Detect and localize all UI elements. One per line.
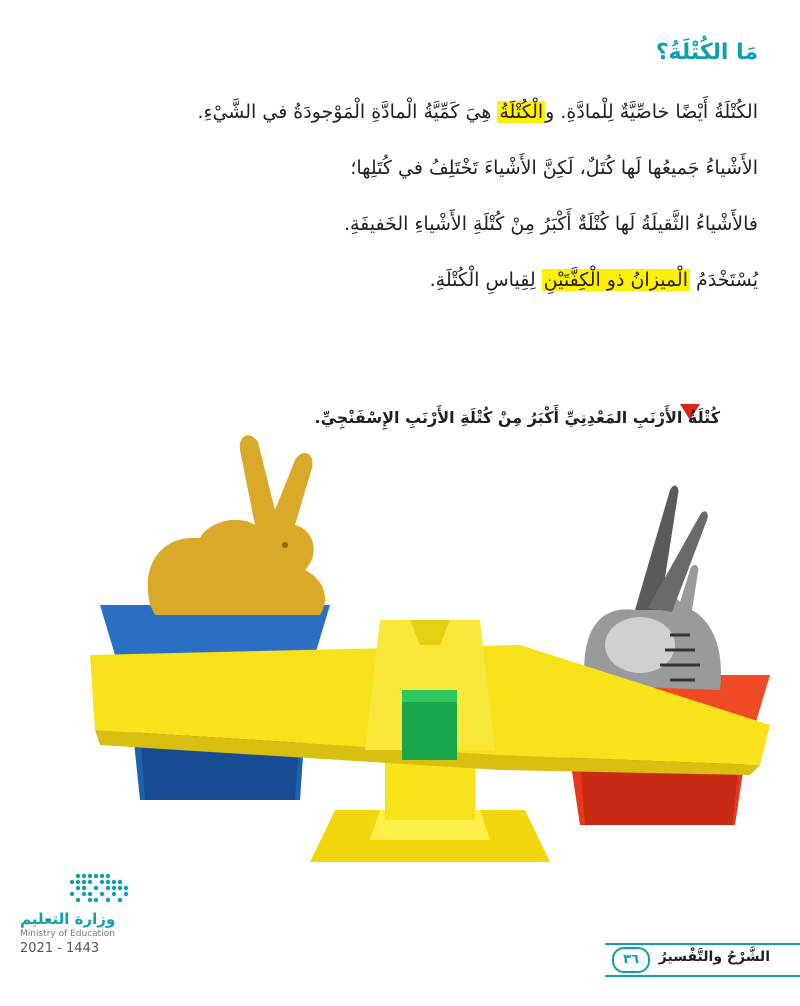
- paragraph-line-3: فالأَشْياءُ الثَّقيلَةُ لَها كُتْلَةٌ أَكْبَرُ مِنْ كُتْلَةِ الأَشْياءِ الخَفيفَةِ.: [343, 213, 758, 235]
- text-segment: هِيَ كَمِّيَّةُ الْمادَّةِ الْمَوْجودَةُ في الشَّيْءِ.: [197, 101, 498, 123]
- ministry-name-english: Ministry of Education: [20, 929, 115, 939]
- paragraph-line-4: [38, 252, 758, 308]
- ministry-logo: [20, 872, 160, 956]
- ministry-name-arabic: وزارة التعليم: [20, 910, 116, 928]
- metal-rabbit: [584, 486, 721, 690]
- sponge-rabbit: [148, 435, 325, 615]
- highlighted-term-mass: الْكُتْلَةُ: [499, 101, 544, 123]
- paragraph-line-2: الأَشْياءُ جَميعُها لَها كُتَلٌ، لَكِنَّ الأَشْياءَ تَخْتَلِفُ في كُتَلِها؛: [350, 157, 758, 179]
- text-segment: الكُتْلَةُ أَيْضًا خاصِّيَّةٌ لِلْمادَّةِ. و: [545, 101, 758, 123]
- ministry-logo-icon: [20, 872, 130, 906]
- figure-caption: كُتْلَةُ الأَرْنَبِ المَعْدِنِيِّ أَكْبَرُ مِنْ كُتْلَةِ الأَرْنَبِ الإِسْفَنْجِيِّ.: [314, 408, 720, 427]
- paragraph-line-1: [38, 84, 758, 140]
- section-title: مَا الكُتْلَةُ؟: [655, 40, 758, 65]
- center-pointer-block: [402, 690, 457, 760]
- text-segment: لِقِياسِ الْكُتْلَةِ.: [429, 269, 542, 291]
- footer-section-label: الشَّرْحُ والتَّفْسيرُ: [658, 949, 770, 965]
- body-paragraph: [38, 84, 758, 308]
- highlighted-term-balance: الْميزانُ ذو الْكِفَّتَيْنِ: [543, 269, 688, 291]
- edition-year: 2021 - 1443: [20, 941, 100, 956]
- page-number: ٣٦: [612, 947, 650, 973]
- pan-balance-illustration: [80, 430, 780, 870]
- text-segment: يُسْتَخْدَمُ: [689, 269, 758, 291]
